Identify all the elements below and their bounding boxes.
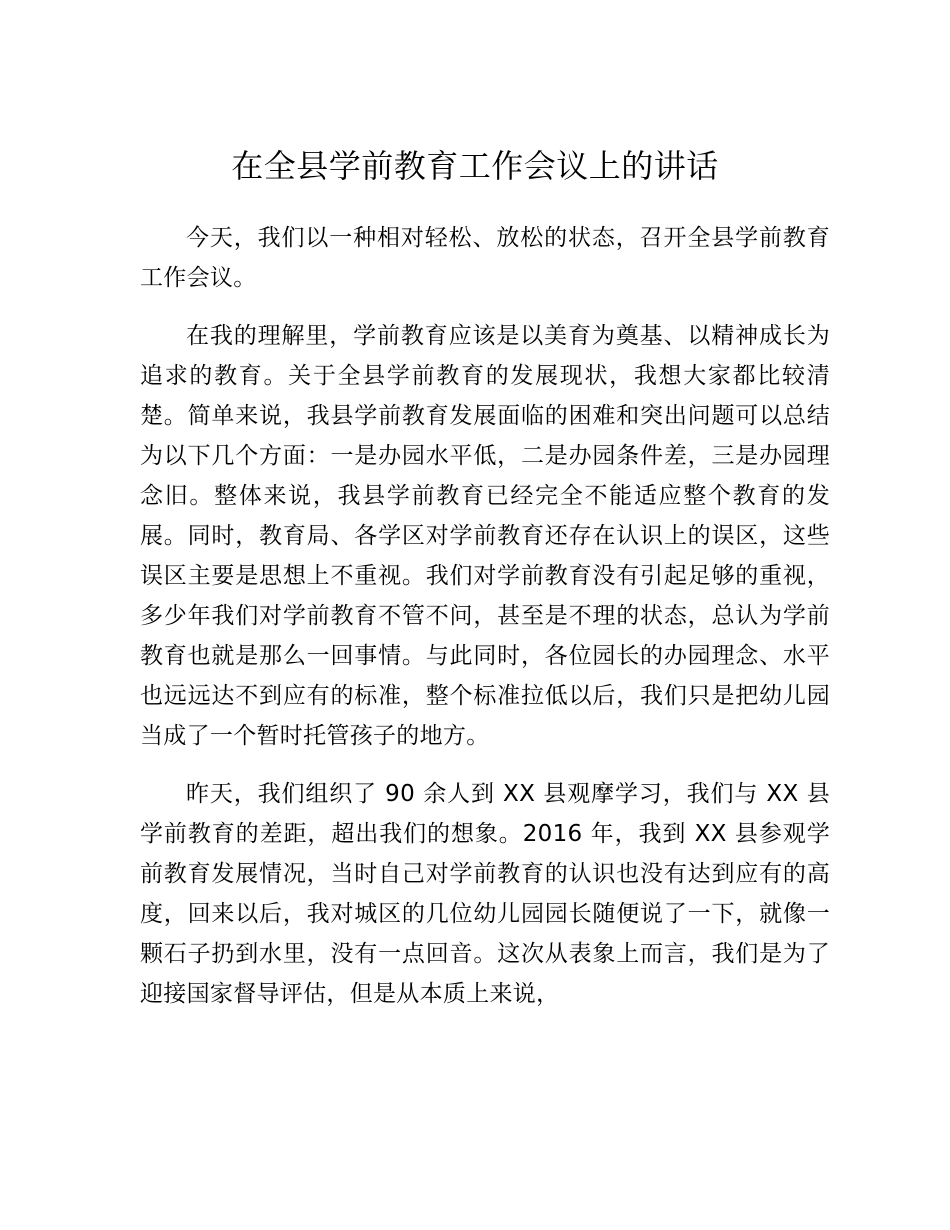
paragraph-study-visit: 昨天，我们组织了 90 余人到 XX 县观摩学习，我们与 XX 县学前教育的差距，超出我们的想象。2016 年，我到 XX 县参观学前教育发展情况，当时自己对学前教育的认识也没有达到应有的高度，回来以后，我对城区的几位幼儿园园长随便说了一下，就像一颗石子扔到水里，没有一点回音。这次从表象上而言，我们是为了迎接国家督导评估，但是从本质上来说，	[140, 781, 830, 1007]
document-body	[140, 218, 830, 1032]
paragraph-opening: 今天，我们以一种相对轻松、放松的状态，召开全县学前教育工作会议。	[140, 225, 830, 291]
paragraph-current-situation: 在我的理解里，学前教育应该是以美育为奠基、以精神成长为追求的教育。关于全县学前教育的发展现状，我想大家都比较清楚。简单来说，我县学前教育发展面临的困难和突出问题可以总结为以下几个方面：一是办园水平低，二是办园条件差，三是办园理念旧。整体来说，我县学前教育已经完全不能适应整个教育的发展。同时，教育局、各学区对学前教育还存在认识上的误区，这些误区主要是思想上不重视。我们对学前教育没有引起足够的重视，多少年我们对学前教育不管不问，甚至是不理的状态，总认为学前教育也就是那么一回事情。与此同时，各位园长的办园理念、水平也远远达不到应有的标准，整个标准拉低以后，我们只是把幼儿园当成了一个暂时托管孩子的地方。	[140, 323, 830, 749]
document-title: 在全县学前教育工作会议上的讲话	[231, 147, 719, 185]
